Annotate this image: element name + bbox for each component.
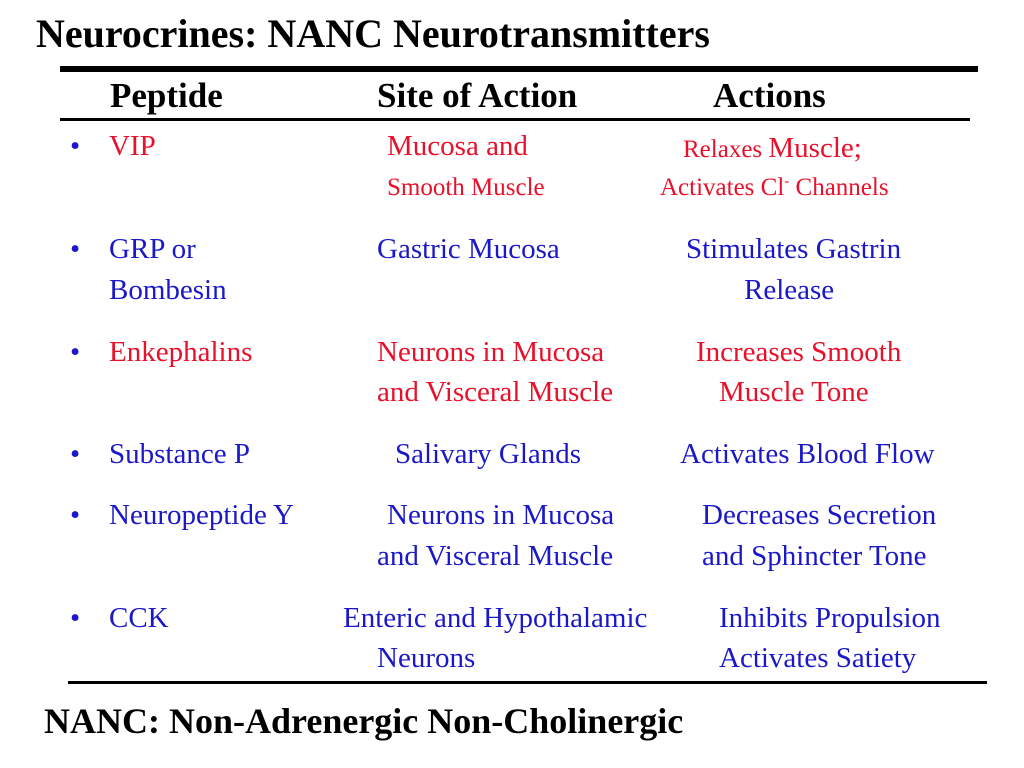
site-of-action: Gastric Mucosa (377, 233, 560, 265)
site-of-action: Smooth Muscle (387, 174, 545, 201)
bullet-icon: • (70, 438, 81, 470)
bullet-icon: • (70, 602, 81, 634)
site-of-action: Enteric and Hypothalamic (343, 602, 648, 634)
bullet-icon: • (70, 336, 81, 368)
action-text: Activates Satiety (719, 642, 917, 674)
header-divider (60, 118, 970, 121)
action-text: Inhibits Propulsion (719, 602, 941, 634)
site-of-action: Salivary Glands (395, 438, 582, 470)
action-text: Relaxes Muscle; (683, 132, 862, 164)
bullet-icon: • (70, 233, 81, 265)
top-divider (60, 66, 978, 72)
slide-title: Neurocrines: NANC Neurotransmitters (36, 11, 710, 56)
action-text: Muscle Tone (719, 376, 869, 408)
bullet-icon: • (70, 130, 81, 162)
header-site-of-action: Site of Action (377, 76, 578, 115)
peptide-name: Bombesin (109, 274, 227, 306)
bullet-icon: • (70, 499, 81, 531)
site-of-action: Mucosa and (387, 130, 528, 162)
peptide-name: VIP (109, 130, 156, 162)
site-of-action: and Visceral Muscle (377, 376, 614, 408)
action-text: Stimulates Gastrin (686, 233, 902, 265)
header-peptide: Peptide (110, 76, 223, 115)
action-text: Activates Cl- Channels (660, 173, 889, 201)
header-actions: Actions (713, 76, 826, 115)
site-of-action: and Visceral Muscle (377, 540, 614, 572)
site-of-action: Neurons (377, 642, 476, 674)
site-of-action: Neurons in Mucosa (377, 336, 605, 368)
peptide-name: Neuropeptide Y (109, 499, 294, 531)
site-of-action: Neurons in Mucosa (387, 499, 615, 531)
footer-note: NANC: Non-Adrenergic Non-Cholinergic (44, 701, 684, 741)
peptide-name: CCK (109, 602, 169, 634)
peptide-name: Substance P (109, 438, 250, 470)
peptide-name: GRP or (109, 233, 196, 265)
bottom-divider (68, 681, 987, 684)
action-text: Increases Smooth (696, 336, 902, 368)
action-text: and Sphincter Tone (702, 540, 927, 572)
action-text: Release (744, 274, 835, 306)
action-text: Activates Blood Flow (680, 438, 935, 470)
action-text: Decreases Secretion (702, 499, 937, 531)
peptide-name: Enkephalins (109, 336, 253, 368)
